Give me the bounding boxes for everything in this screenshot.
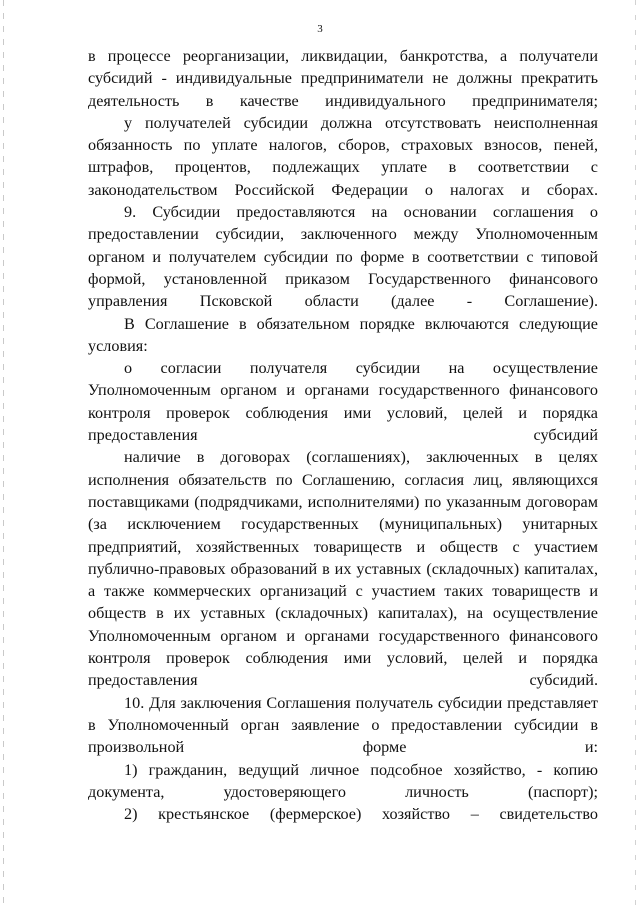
document-body [88, 45, 598, 825]
page-number: 3 [317, 23, 323, 35]
paragraph: 9. Субсидии предоставляются на основании соглашения о предоставлении субсидии, заключенного между Уполномоченным органом и получателем субсидии по форме в соответствии с типовой формой, установленной приказом Государственного финансового управления Псковской области (далее - Соглашение). [88, 203, 598, 311]
paragraph: В Соглашение в обязательном порядке включаются следующие условия: [88, 314, 598, 355]
scan-edge-left [3, 0, 4, 905]
paragraph: в процессе реорганизации, ликвидации, банкротства, а получатели субсидий - индивидуальные предприниматели не должны прекратить деятельность в качестве индивидуального предпринимателя; [88, 47, 598, 110]
paragraph: у получателей субсидии должна отсутствовать неисполненная обязанность по уплате налогов, сборов, страховых взносов, пеней, штрафов, процентов, подлежащих уплате в соответствии с законодательством Российской Федерации о налогах и сборах. [88, 113, 598, 199]
paragraph: 2) крестьянское (фермерское) хозяйство – свидетельство [124, 805, 598, 824]
paragraph: о согласии получателя субсидии на осуществление Уполномоченным органом и органами государственного финансового контроля проверок соблюдения ими условий, целей и порядка предоставления субсидий [88, 359, 598, 445]
paragraph: наличие в договорах (соглашениях), заключенных в целях исполнения обязательств по Соглашению, согласия лиц, являющихся поставщиками (подрядчиками, исполнителями) по указанным договорам (за исключением государственных (муниципальных) унитарных предприятий, хозяйственных товариществ и обществ с участием публично-правовых образований в их уставных (складочных) капиталах, а также коммерческих организаций с участием таких товариществ и обществ в их уставных (складочных) капиталах), на осуществление Уполномоченным органом и органами государственного финансового контроля проверок соблюдения ими условий, целей и порядка предоставления субсидий. [88, 448, 598, 690]
scan-edge-right [635, 0, 636, 905]
paragraph: 10. Для заключения Соглашения получатель субсидии представляет в Уполномоченный орган заявление о предоставлении субсидии в произвольной форме и: [88, 693, 598, 757]
paragraph: 1) гражданин, ведущий личное подсобное хозяйство, - копию документа, удостоверяющего личность (паспорт); [88, 760, 598, 801]
